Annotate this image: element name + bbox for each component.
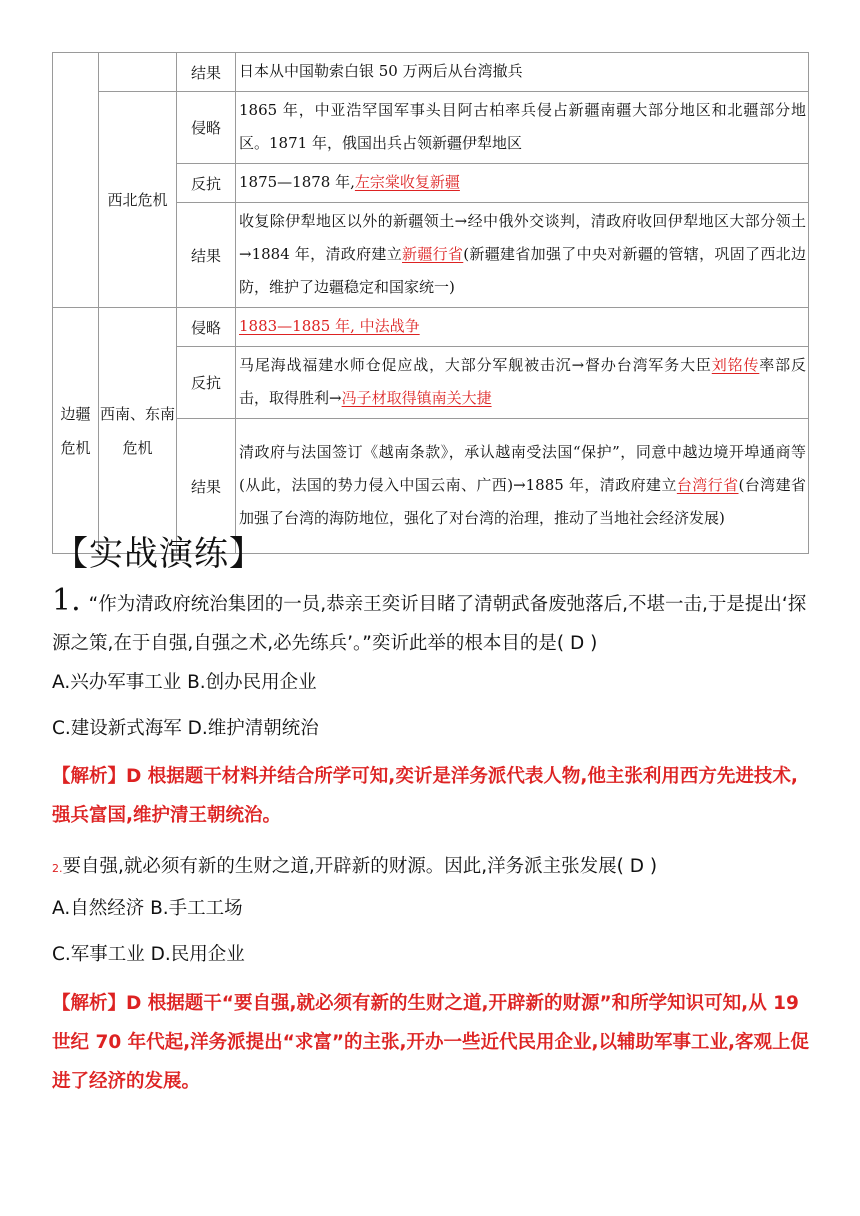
highlight-link: 新疆行省 xyxy=(402,245,464,263)
text: 率部反击，取得胜利→ xyxy=(239,356,806,407)
row-content: 1865 年，中亚浩罕国军事头目阿古柏率兵侵占新疆南疆大部分地区和北疆部分地区。1871 年，俄国出兵占领新疆伊犁地区 xyxy=(236,92,809,164)
highlight-link: 1883—1885 年, 中法战争 xyxy=(239,317,420,335)
row-content xyxy=(236,419,809,554)
options-ab: A.兴办军事工业 B.创办民用企业 xyxy=(52,672,317,693)
highlight-link: 刘铭传 xyxy=(711,356,760,374)
table-row xyxy=(53,92,809,164)
highlight-link: 台湾行省 xyxy=(676,476,739,494)
row-content xyxy=(236,347,809,419)
section-title: 【实战演练】 xyxy=(54,534,264,574)
highlight-link: 左宗棠收复新疆 xyxy=(354,173,460,191)
row-label: 结果 xyxy=(177,203,236,308)
table-row xyxy=(53,308,809,347)
label-line: 边疆 xyxy=(60,404,91,423)
crisis-table xyxy=(52,52,809,554)
row-label: 反抗 xyxy=(177,347,236,419)
text: 清政府与法国签订《越南条款》，承认越南受法国“保护”，同意中越边境开埠通商等(从此，法国的势力侵入中国云南、广西)→1885 年，清政府建立 xyxy=(239,443,806,494)
question-text: 要自强,就必须有新的生财之道,开辟新的财源。因此,洋务派主张发展( D ) xyxy=(62,856,658,877)
question-number: 1. xyxy=(52,583,81,618)
options-cd: C.军事工业 D.民用企业 xyxy=(52,944,245,965)
table-row xyxy=(53,53,809,92)
border-crisis-label xyxy=(53,308,99,554)
options-ab: A.自然经济 B.手工工场 xyxy=(52,898,243,919)
row-content: 日本从中国勒索白银 50 万两后从台湾撤兵 xyxy=(236,53,809,92)
question-text: “作为清政府统治集团的一员,恭亲王奕䜣目睹了清朝武备废弛落后,不堪一击,于是提出‘探源之策,在于自强,自强之术,必先练兵’。”奕䜣此举的根本目的是( D ) xyxy=(52,594,807,654)
analysis: 【解析】D 根据题干材料并结合所学可知,奕䜣是洋务派代表人物,他主张利用西方先进技术,强兵富国,维护清王朝统治。 xyxy=(52,766,798,826)
question-1 xyxy=(52,581,812,663)
text: 收复除伊犁地区以外的新疆领土→经中俄外交谈判，清政府收回伊犁地区大部分领土→1884 年，清政府建立 xyxy=(239,212,806,263)
text: 1875—1878 年, xyxy=(239,173,355,191)
text: (台湾建省加强了台湾的海防地位，强化了对台湾的治理，推动了当地社会经济发展) xyxy=(239,476,806,527)
row-content xyxy=(236,164,809,203)
label-line: 危机 xyxy=(60,438,91,457)
question-number: 2. xyxy=(52,862,63,875)
analysis: 【解析】D 根据题干“要自强,就必须有新的生财之道,开辟新的财源”和所学知识可知,从 19 世纪 70 年代起,洋务派提出“求富”的主张,开办一些近代民用企业,以辅助军事工业,客观上促进了经济的发展。 xyxy=(52,993,810,1092)
row-label: 侵略 xyxy=(177,308,236,347)
table-cell-empty xyxy=(99,53,177,92)
region-southwest xyxy=(99,308,177,554)
text: (新疆建省加强了中央对新疆的管辖，巩固了西北边防，维护了边疆稳定和国家统一) xyxy=(239,245,806,296)
row-content xyxy=(236,308,809,347)
region-northwest: 西北危机 xyxy=(99,92,177,308)
label-line: 西南、东南 xyxy=(99,404,175,423)
highlight-link: 冯子材取得镇南关大捷 xyxy=(341,389,492,407)
label-line: 危机 xyxy=(122,438,153,457)
row-label: 侵略 xyxy=(177,92,236,164)
row-content xyxy=(236,203,809,308)
question-2 xyxy=(52,847,812,888)
options-cd: C.建设新式海军 D.维护清朝统治 xyxy=(52,718,319,739)
row-label: 结果 xyxy=(177,53,236,92)
table-cell-empty xyxy=(53,53,99,308)
row-label: 反抗 xyxy=(177,164,236,203)
row-label: 结果 xyxy=(177,419,236,554)
text: 马尾海战福建水师仓促应战，大部分军舰被击沉→督办台湾军务大臣 xyxy=(239,356,712,374)
